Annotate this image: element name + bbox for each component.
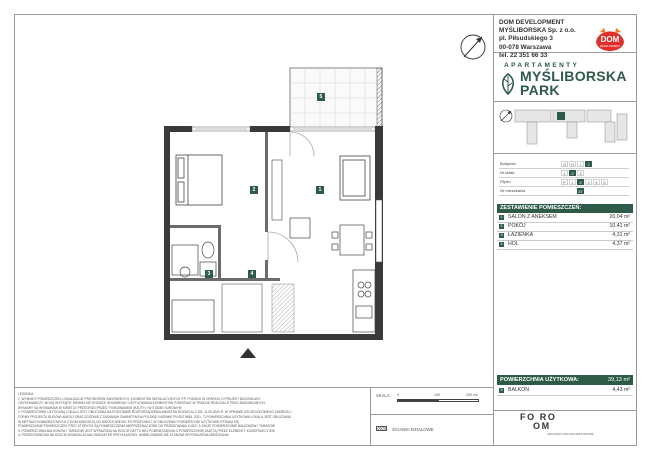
grid-cell-selected: 2: [577, 179, 584, 185]
room-area: 4,31 m²: [612, 232, 630, 238]
grid-cell: 1: [561, 170, 568, 176]
legend-note: WYMIARY SĄ WYMIARAMI W ŚWIETLE PRZEGRÓD PRZED TYNKOWANIEM (RZUTY) I W STANIE SUROWYM: [18, 405, 182, 410]
grid-cell: 3: [577, 170, 584, 176]
armchair-icon: [290, 218, 310, 238]
room-number: 2: [500, 224, 503, 228]
partition-wall-swatch: [376, 426, 387, 431]
legend-notes: [18, 392, 348, 438]
wardrobe-icon: [272, 160, 282, 220]
brand-subtitle: APARTAMENTY: [504, 62, 580, 69]
room-label-4: 4: [248, 270, 256, 278]
legend-note: 1. WYMIARY POMIESZCZEŃ, LOKALIZACJE PRZYBORÓW SANITARNYCH, ELEMENTÓW INSTALACYJNYCH ITP. PODANO W OPARCIU O PROJEKT BUDOWLANY: [18, 396, 261, 401]
grid-cell: 1: [569, 179, 576, 185]
room-area: 4,43 m²: [612, 387, 630, 393]
room-name: SALON Z ANEKSEM: [508, 214, 557, 220]
scale-tick: 200 cm: [466, 393, 478, 397]
scale-bar: [397, 399, 479, 402]
company-line: DOM DEVELOPMENT: [499, 19, 565, 26]
sofa-icon: [340, 156, 370, 200]
rooms-heading: ZESTAWIENIE POMIESZCZEŃ:: [497, 204, 633, 213]
legend-note: W METRACH KWADRATOWYCH Z DOKŁADNOŚCIĄ DO DWÓCH MIEJSC PO PRZECINKU. W OBLICZENIU POWIERZCHNI UŻYTKOWEJ POMIJA SIĘ: [18, 419, 240, 424]
hall-cupboard-icon: [222, 284, 262, 332]
site-key-plan: [497, 104, 633, 151]
panel-divider: [493, 101, 637, 102]
room-label-5: 5: [317, 93, 325, 101]
balcony-row: [497, 386, 633, 396]
room-label-1: 1: [316, 186, 324, 194]
room-name: HOL: [508, 241, 519, 247]
foroom-line-1: FO RO: [520, 412, 557, 422]
grid-label: Piętro: [500, 179, 511, 184]
logo-text: DOM: [600, 35, 620, 44]
legend-note: POWIERZCHNIE POMIESZCZEŃ, PRZY KTÓRYCH SĄ POMIESZCZENIA NIEPRZEZNACZONE DO PRZEBYWANIA LUDZI, A TAKŻE POWIERZCHNIE BALKONÓW I TARASÓW: [18, 424, 275, 429]
room-label-3: 3: [205, 270, 213, 278]
grid-cell-selected: J: [585, 161, 592, 167]
legend-note: 2. POWIERZCHNIĘ UŻYTKOWĄ LOKALU JEST OBLICZANA NA PODSTAWIE ROZPORZĄDZENIA MINISTRA ROZWOJU Z DN. 11.09.2020 R. W SPRAWIE SZCZEGÓŁOWEGO ZAKRESU I: [18, 410, 292, 415]
grid-cell: G: [562, 162, 567, 167]
company-line: 00-078 Warszawa: [499, 43, 552, 51]
bed-icon: [176, 155, 222, 205]
storage-icon: [272, 284, 294, 332]
legend-note: FORMY PROJEKTU BUDOWLANEGO ORAZ ZGODNIE Z ZASADAMI ZAWARTYMI W POLSKIEJ NORMIE PN-ISO 9836. 2021. 7) POWIERZCHNIA UŻYTKOWA LOKALU JEST OBLICZANA: [18, 414, 291, 419]
north-arrow-icon: [461, 35, 485, 59]
total-label: POWIERZCHNIA UŻYTKOWA:: [500, 377, 580, 383]
bottom-divider: [14, 387, 493, 388]
grid-cell: H: [569, 161, 576, 167]
company-info: [499, 19, 576, 60]
legend-note: I WYKONAWCZY. MOGĄ WYSTĄPIĆ NIEWIELKIE RÓŻNICE WYMIARÓW I USYTUOWANIA ELEMENTÓW POWSTAŁE W TRAKCIE REALIZACJI PRAC BUDOWLANYCH.: [18, 401, 266, 406]
room-name: ŁAZIENKA: [508, 232, 534, 238]
dom-development-logo: [592, 22, 628, 58]
leaf-logo-icon: [499, 73, 517, 95]
scale-tick: 0: [397, 393, 399, 397]
grid-label: Budynek: [500, 161, 516, 166]
company-line: MYŚLIBORSKA Sp. z o.o.: [499, 27, 576, 35]
room-area: 10,41 m²: [609, 223, 630, 229]
room-number: 3: [500, 233, 503, 237]
grid-cell: 4: [593, 179, 600, 185]
brand-title: [520, 70, 627, 97]
brand-line-2: PARK: [520, 81, 560, 98]
scale-label: SKALA:: [376, 393, 391, 398]
grid-row-floor: [499, 178, 629, 187]
logo-subtext: DEVELOPMENT: [600, 45, 620, 48]
dining-table-icon: [332, 225, 372, 255]
bottom-divider: [370, 387, 371, 446]
room-number: 5: [500, 388, 503, 392]
room-area: 4,37 m²: [612, 241, 630, 247]
room-name: POKÓJ: [508, 223, 526, 229]
legend-title: LEGENDA:: [18, 392, 35, 396]
grid-cell-selected: 2: [569, 170, 576, 176]
room-area: 20,04 m²: [609, 214, 630, 220]
bathroom-fixtures-icon: [172, 242, 216, 332]
entrance-arrow-icon: [240, 348, 256, 358]
total-area: 39,13 m²: [607, 377, 630, 383]
company-line: pl. Piłsudskiego 3: [499, 35, 553, 43]
grid-cell: P: [561, 179, 568, 185]
partition-wall-label: ŚCIANKI DZIAŁOWE: [392, 427, 434, 432]
scale-tick: 100: [434, 393, 440, 397]
legend-note: 4. PRZEDSTAWIONA NA RZUCIE ARANŻACJA MA CHARAKTER PRZYKŁADOWY, UMEBLOWANIE NIE STANOWI WYPOSAŻENIA MIESZKANIA: [18, 433, 229, 438]
north-arrow-small-icon: [500, 110, 512, 122]
room-row: [497, 240, 633, 250]
foroom-line-2: OM: [533, 421, 551, 431]
room-number: 1: [500, 215, 503, 219]
panel-divider: [493, 410, 637, 411]
kitchen-counter-icon: [353, 270, 375, 332]
grid-label: Nr mieszkania: [500, 188, 526, 193]
grid-cell: 5: [601, 179, 608, 185]
panel-divider: [493, 153, 637, 154]
room-label-2: 2: [250, 186, 258, 194]
room-number: 4: [500, 242, 503, 246]
bottom-divider: [370, 414, 493, 415]
grid-cell-selected: 37: [578, 189, 583, 194]
grid-row-building: [499, 160, 629, 169]
foroom-logo: [520, 413, 557, 431]
total-area-row: [497, 375, 633, 385]
grid-row-apartment: [499, 187, 629, 196]
floor-plan-drawing: [150, 30, 490, 370]
balcony-area: [290, 68, 382, 128]
brand-line-1: MYŚLIBORSKA: [520, 68, 627, 84]
foroom-subtitle: ARCHITEKTURA PROJEKTOWANIE: [547, 432, 594, 436]
room-name: BALKON: [508, 387, 530, 393]
legend-note: 3. POWIERZCHNIA BALKONÓW I TARASÓW JEST WYRAŻONA NA RZUCIE NETTO BEZ POMNIEJSZENIA O POWIERZCHNIĘ ZAJĘTĄ PRZEZ ELEMENTY KONSTRUKCYJNE: [18, 428, 275, 433]
grid-row-staircase: [499, 169, 629, 178]
grid-label: Nr klatki: [500, 170, 515, 175]
grid-cell: 3: [585, 179, 592, 185]
company-line: tel. 22 351 66 33: [499, 51, 548, 59]
grid-cell: I: [577, 161, 584, 167]
